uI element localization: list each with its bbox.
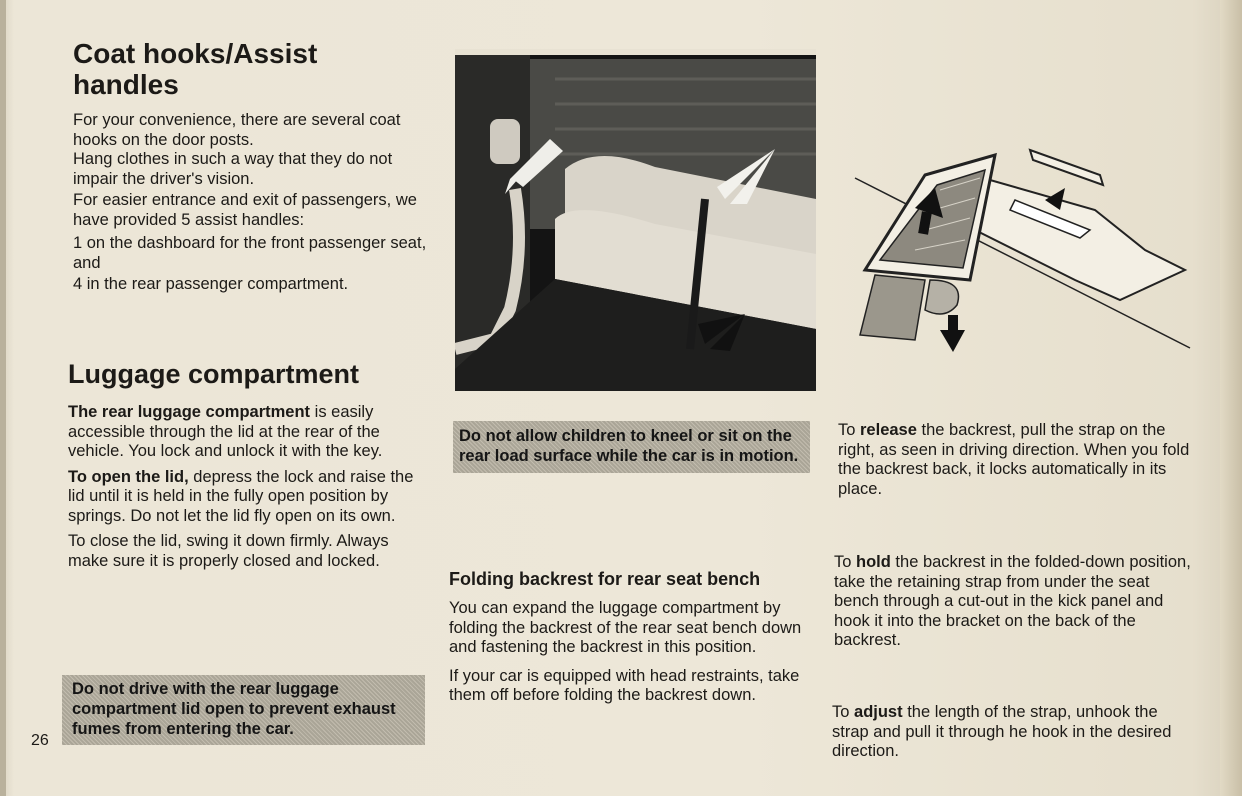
release-paragraph bbox=[838, 421, 1198, 499]
release-keyword: release bbox=[860, 421, 917, 439]
folding-paragraph-2: If your car is equipped with head restraints, take them off before folding the backrest down. bbox=[449, 666, 800, 704]
adjust-prefix: To bbox=[832, 703, 855, 721]
hold-prefix: To bbox=[834, 553, 857, 571]
photo-illustration bbox=[455, 49, 816, 391]
luggage-lead: The rear luggage compartment bbox=[68, 403, 311, 421]
luggage-text: depress the lock and raise the lid until it is held in the fully open position by springs. Do not let the lid fly open on its own. bbox=[68, 467, 414, 525]
folding-paragraph-1: You can expand the luggage compartment by folding the backrest of the rear seat bench down and fastening the backrest in this position. bbox=[449, 599, 802, 656]
luggage-text: is easily accessible through the lid at the rear of the vehicle. You lock and unlock it with the key. bbox=[68, 403, 383, 460]
hold-text: the backrest in the folded-down position, take the retaining strap from under the seat bench through a cut-out in the kick panel and hook it into the bracket on the back of the backrest. bbox=[834, 553, 1191, 649]
coat-hooks-paragraph: 1 on the dashboard for the front passenger seat, and bbox=[73, 234, 427, 272]
open-lid-lead: To open the lid, bbox=[68, 467, 189, 486]
children-warning-text: Do not allow children to kneel or sit on the rear load surface while the car is in motion. bbox=[459, 427, 799, 465]
page-number: 26 bbox=[31, 732, 49, 749]
book-spine bbox=[1220, 0, 1242, 796]
strap-bracket-figure bbox=[845, 130, 1205, 380]
hold-body bbox=[834, 553, 1196, 651]
adjust-keyword: adjust bbox=[854, 703, 903, 721]
page-left-edge bbox=[0, 0, 6, 796]
adjust-text: the length of the strap, unhook the strap and pull it through he hook in the desired direction. bbox=[832, 703, 1172, 760]
exhaust-warning-box bbox=[62, 675, 425, 745]
luggage-paragraph-3: To close the lid, swing it down firmly. Always make sure it is properly closed and locked. bbox=[68, 532, 389, 570]
coat-hooks-title: Coat hooks/Assist handles bbox=[73, 38, 318, 100]
right-column-body bbox=[838, 421, 1198, 499]
release-text: the backrest, pull the strap on the right, as seen in driving direction. When you fold the backrest back, it locks automatically in its place. bbox=[838, 421, 1190, 498]
bracket-diagram bbox=[845, 130, 1205, 380]
door-post-photo bbox=[455, 49, 816, 391]
coat-hooks-paragraph: Hang clothes in such a way that they do not impair the driver's vision. bbox=[73, 150, 393, 188]
luggage-body bbox=[68, 403, 430, 571]
luggage-paragraph-2 bbox=[68, 468, 430, 527]
adjust-body bbox=[832, 703, 1194, 762]
coat-hooks-paragraph: For easier entrance and exit of passengers, we have provided 5 assist handles: bbox=[73, 191, 417, 229]
luggage-paragraph-1 bbox=[68, 403, 430, 462]
luggage-title: Luggage compartment bbox=[68, 359, 360, 389]
folding-backrest-body bbox=[449, 599, 811, 706]
hold-keyword: hold bbox=[856, 553, 891, 571]
coat-hooks-paragraph: 4 in the rear passenger compartment. bbox=[73, 275, 349, 293]
coat-hooks-paragraph: For your convenience, there are several coat hooks on the door posts. bbox=[73, 111, 401, 149]
adjust-paragraph bbox=[832, 703, 1194, 762]
exhaust-warning-text: Do not drive with the rear luggage compartment lid open to prevent exhaust fumes from entering the car. bbox=[72, 680, 396, 738]
release-prefix: To bbox=[838, 421, 861, 439]
coat-hooks-body bbox=[73, 111, 435, 295]
children-warning-box bbox=[453, 421, 810, 473]
folding-backrest-title: Folding backrest for rear seat bench bbox=[449, 569, 761, 589]
hold-paragraph bbox=[834, 553, 1196, 651]
